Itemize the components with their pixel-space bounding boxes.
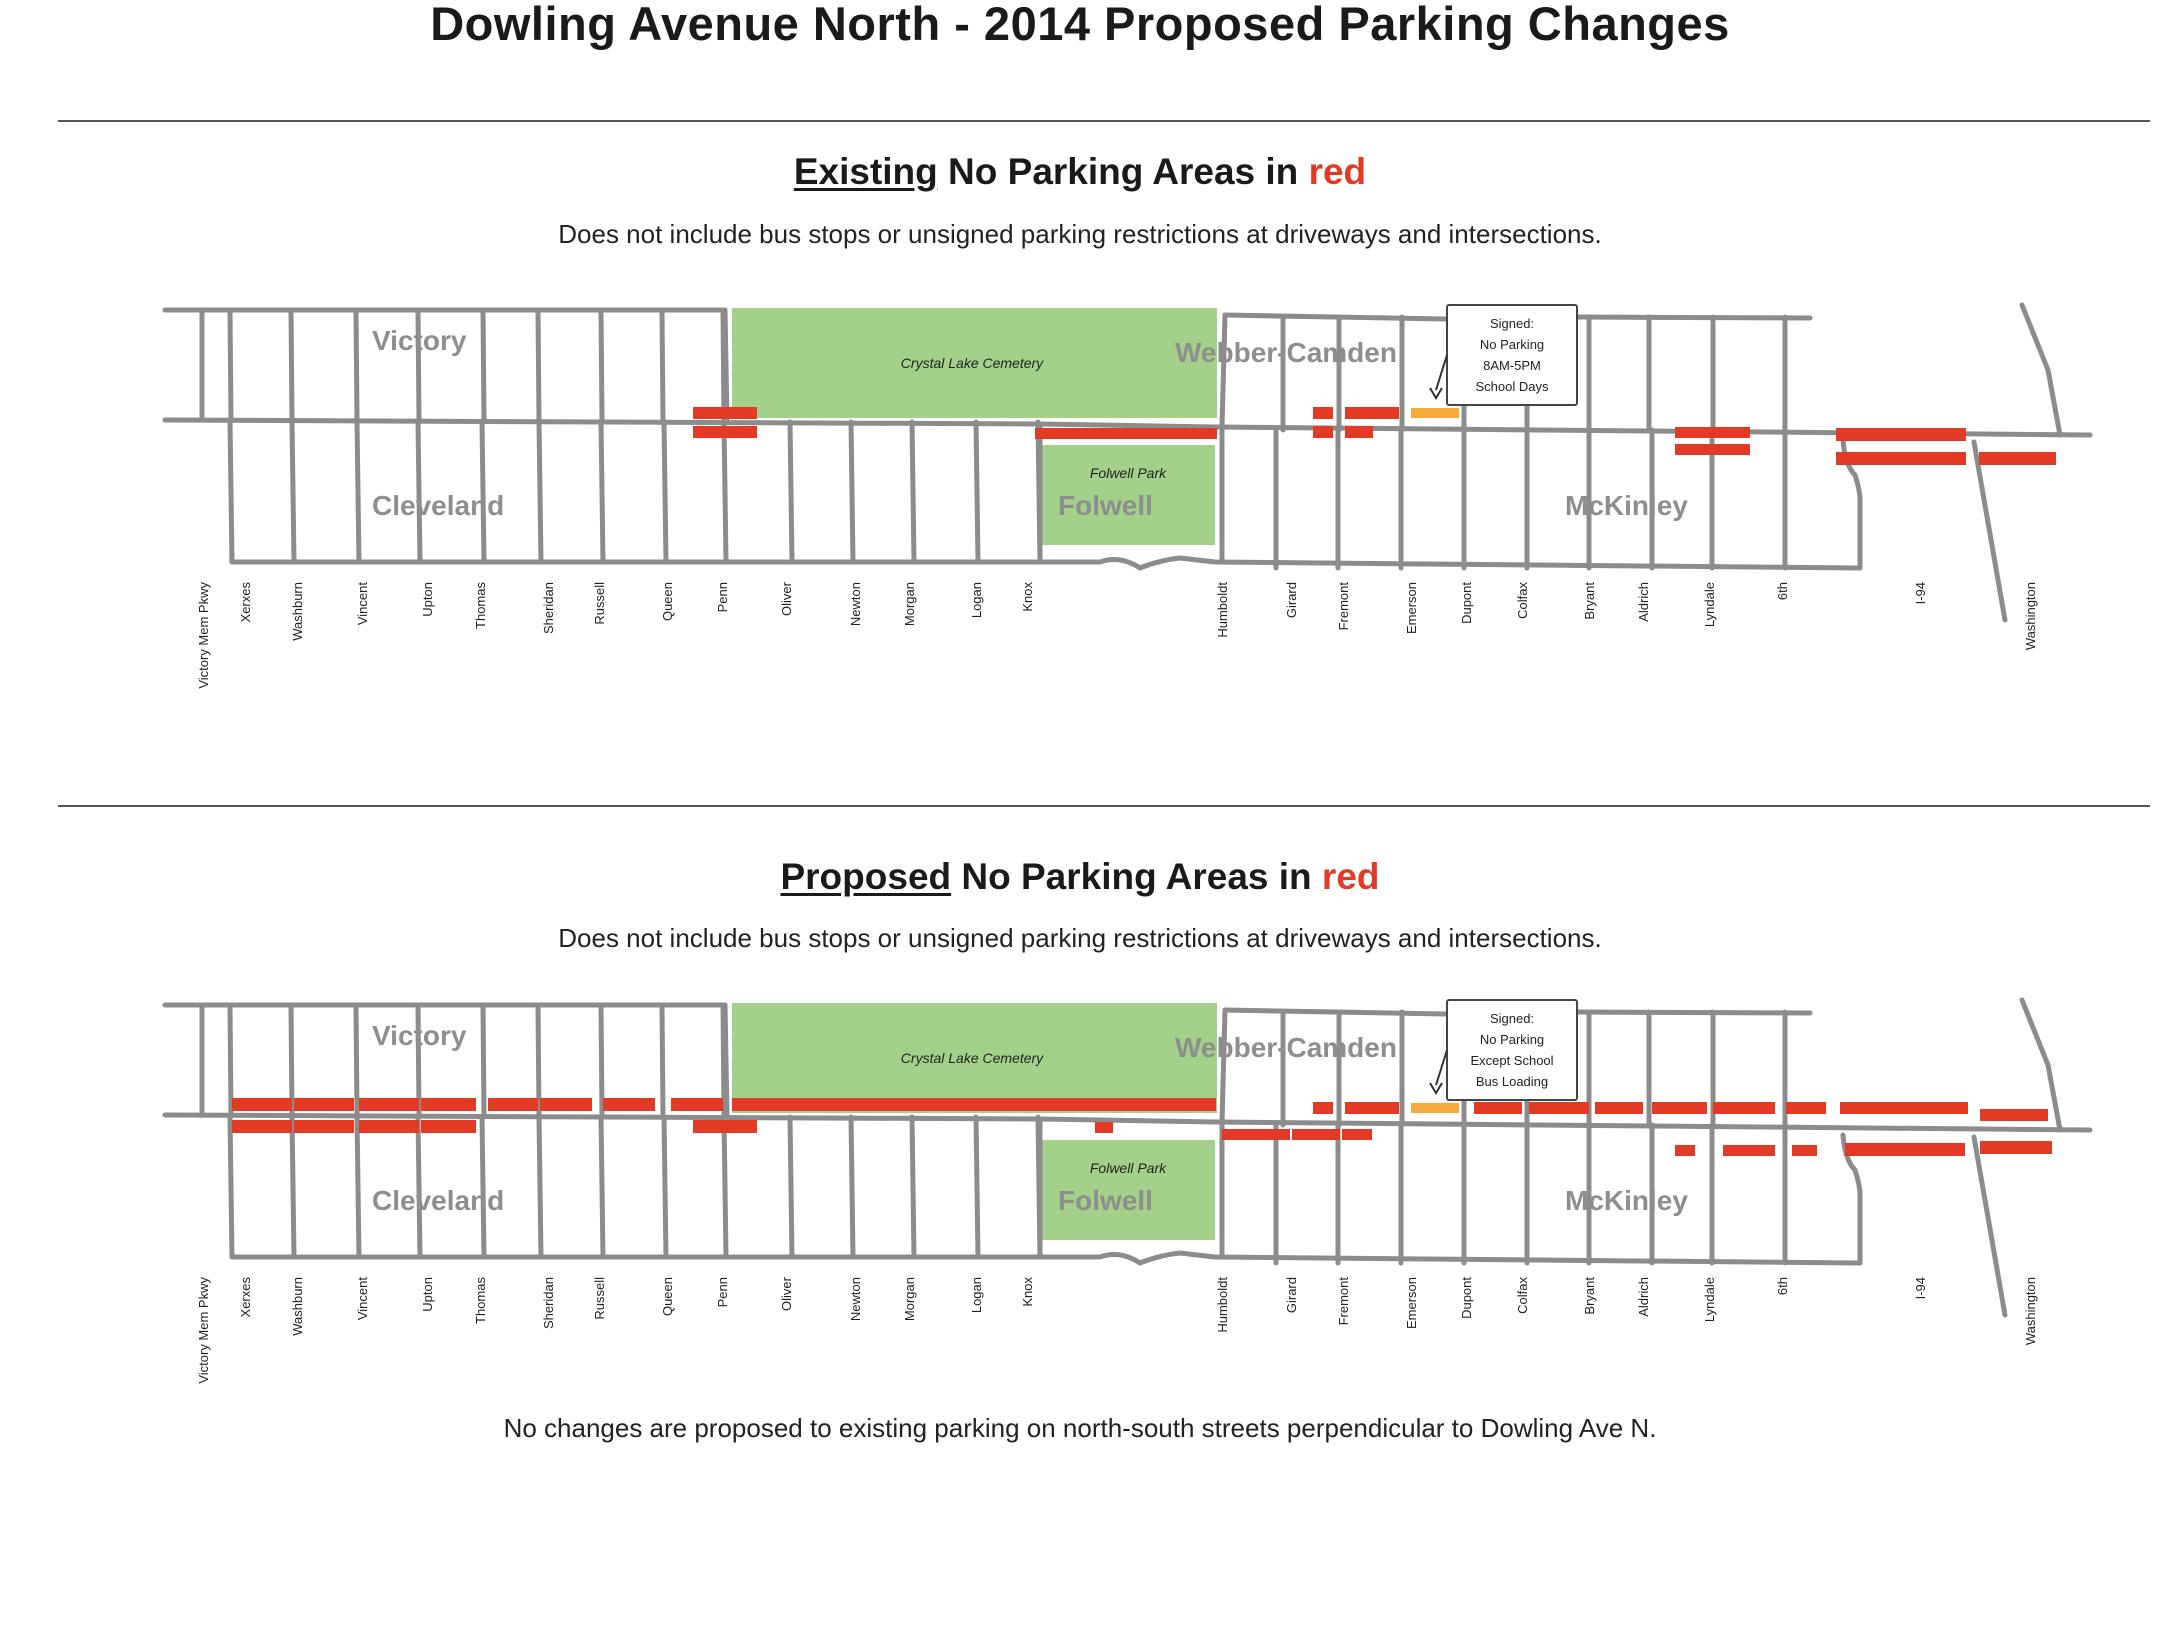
no-parking-segment-5 — [1313, 426, 1333, 438]
no-parking-segment-24 — [1713, 1102, 1775, 1114]
street-south-11 — [912, 1117, 914, 1257]
street-label-17: Fremont — [1336, 582, 1351, 631]
street-south-9 — [790, 422, 792, 562]
street-label-17: Fremont — [1336, 1277, 1351, 1326]
callout-line-0: Signed: — [1489, 316, 1535, 331]
school-signed-segment — [1411, 408, 1459, 418]
street-south-7 — [664, 1117, 666, 1257]
proposed-title-red: red — [1321, 856, 1380, 897]
no-parking-segment-20 — [1474, 1102, 1522, 1114]
existing-title-underlined: Existing — [793, 151, 938, 192]
no-parking-segment-22 — [1595, 1102, 1643, 1114]
south-road-east — [1040, 1253, 1860, 1263]
no-parking-segment-4 — [488, 1098, 538, 1111]
street-label-7: Russell — [592, 582, 607, 625]
no-parking-segment-5 — [540, 1098, 592, 1111]
street-label-15: Humboldt — [1215, 582, 1230, 638]
no-parking-segment-17 — [1342, 1129, 1372, 1140]
street-label-5: Thomas — [473, 1277, 488, 1324]
no-parking-segment-10 — [294, 1120, 354, 1133]
neighborhood-folwell: Folwell — [1058, 1185, 1153, 1216]
existing-title-red: red — [1308, 151, 1367, 192]
top-divider — [58, 120, 2150, 122]
street-label-10: Oliver — [779, 582, 794, 616]
street-label-3: Vincent — [355, 582, 370, 626]
street-label-10: Oliver — [779, 1277, 794, 1311]
street-north-3 — [356, 310, 357, 420]
street-label-22: Aldrich — [1636, 582, 1651, 622]
callout-line-1: No Parking — [1479, 337, 1545, 352]
street-penn-north — [725, 310, 727, 420]
street-south-1 — [292, 422, 294, 562]
street-label-23: Lyndale — [1702, 1277, 1717, 1323]
street-label-2: Washburn — [290, 582, 305, 641]
street-label-25: I-94 — [1913, 1277, 1928, 1300]
street-north-8 — [662, 310, 663, 420]
street-label-7: Russell — [592, 1277, 607, 1320]
folwell-park-label: Folwell Park — [1089, 465, 1167, 481]
street-north-2 — [291, 310, 292, 420]
street-south-9 — [790, 1117, 792, 1257]
no-parking-segment-3 — [421, 1098, 476, 1111]
street-south-5 — [539, 422, 541, 562]
street-label-21: Bryant — [1582, 582, 1597, 620]
street-label-14: Knox — [1020, 1277, 1035, 1307]
highway-north — [2022, 305, 2060, 435]
no-parking-segment-0 — [693, 407, 757, 419]
no-parking-segment-21 — [1529, 1102, 1589, 1114]
street-label-1: Xerxes — [238, 1277, 253, 1318]
south-road-east — [1040, 558, 1860, 568]
street-south-2 — [357, 1117, 359, 1257]
street-penn-north — [725, 1005, 727, 1115]
street-label-9: Penn — [715, 582, 730, 613]
no-parking-segment-18 — [1313, 1102, 1333, 1114]
street-label-26: Washington — [2023, 1277, 2038, 1346]
footer-note: No changes are proposed to existing parking on north-south streets perpendicular to Dowling Ave N. — [503, 1413, 1657, 1443]
no-parking-segment-6 — [1345, 426, 1373, 438]
street-label-4: Upton — [420, 1277, 435, 1312]
existing-note: Does not include bus stops or unsigned parking restrictions at driveways and intersections. — [558, 219, 1602, 249]
street-north-1 — [230, 310, 231, 420]
street-south-1 — [292, 1117, 294, 1257]
no-parking-segment-31 — [1980, 1109, 2048, 1121]
callout-line-0: Signed: — [1489, 1011, 1535, 1026]
street-humboldt-north — [1222, 1010, 1225, 1122]
callout-line-1: No Parking — [1479, 1032, 1545, 1047]
street-label-21: Bryant — [1582, 1277, 1597, 1315]
no-parking-segment-28 — [1723, 1145, 1775, 1156]
street-south-10 — [851, 1117, 853, 1257]
street-north-6 — [538, 310, 539, 420]
highway-south — [1974, 442, 2005, 620]
no-parking-segment-2 — [359, 1098, 419, 1111]
proposed-section-title — [0, 855, 2160, 899]
callout-pointer — [1436, 355, 1447, 390]
neighborhood-mckinley: McKinley — [1565, 490, 1688, 521]
street-label-25: I-94 — [1913, 582, 1928, 605]
proposed-note: Does not include bus stops or unsigned parking restrictions at driveways and intersections. — [558, 923, 1602, 953]
street-label-6: Sheridan — [541, 582, 556, 635]
street-label-11: Newton — [848, 582, 863, 627]
callout-line-3: School Days — [1475, 379, 1549, 394]
street-label-19: Dupont — [1459, 582, 1474, 624]
no-parking-segment-30 — [1845, 1143, 1965, 1156]
neighborhood-victory: Victory — [372, 1020, 467, 1051]
proposed-parking-map — [0, 985, 2160, 1415]
street-south-12 — [976, 1117, 978, 1257]
street-south-11 — [912, 422, 914, 562]
no-parking-segment-9 — [1836, 428, 1966, 441]
no-parking-segment-32 — [1980, 1141, 2052, 1154]
no-parking-segment-26 — [1840, 1102, 1968, 1114]
street-north-6 — [538, 1005, 539, 1115]
street-label-0: Victory Mem Pkwy — [196, 1277, 211, 1384]
no-parking-segment-25 — [1786, 1102, 1826, 1114]
street-north-7 — [601, 310, 602, 420]
street-label-16: Girard — [1284, 1277, 1299, 1314]
street-label-5: Thomas — [473, 582, 488, 629]
no-parking-segment-15 — [1222, 1129, 1290, 1140]
street-south-0 — [230, 1117, 232, 1257]
middle-divider — [58, 805, 2150, 807]
street-label-18: Emerson — [1404, 1277, 1419, 1330]
street-label-8: Queen — [660, 582, 675, 622]
street-label-14: Knox — [1020, 582, 1035, 612]
no-parking-segment-3 — [1313, 407, 1333, 419]
no-parking-segment-16 — [1292, 1129, 1340, 1140]
cemetery-label: Crystal Lake Cemetery — [900, 355, 1044, 371]
neighborhood-mckinley: McKinley — [1565, 1185, 1688, 1216]
street-label-9: Penn — [715, 1277, 730, 1308]
street-label-12: Morgan — [902, 582, 917, 627]
street-label-2: Washburn — [290, 1277, 305, 1336]
no-parking-segment-8 — [1675, 444, 1750, 455]
school-signed-segment — [1411, 1103, 1459, 1113]
callout-line-2: Except School — [1470, 1053, 1554, 1068]
no-parking-segment-13 — [693, 1120, 757, 1133]
no-parking-segment-6 — [603, 1098, 655, 1111]
street-south-8 — [724, 422, 726, 562]
proposed-title-rest: No Parking Areas in — [951, 856, 1322, 897]
callout-line-3: Bus Loading — [1475, 1074, 1549, 1089]
callout-pointer — [1436, 1050, 1447, 1085]
no-parking-segment-7 — [671, 1098, 723, 1111]
street-label-22: Aldrich — [1636, 1277, 1651, 1317]
street-south-0 — [230, 422, 232, 562]
street-south-6 — [601, 422, 603, 562]
street-label-0: Victory Mem Pkwy — [196, 582, 211, 689]
no-parking-segment-2 — [1035, 428, 1217, 439]
street-label-24: 6th — [1775, 582, 1790, 601]
no-parking-segment-0 — [232, 1098, 292, 1111]
page-title: Dowling Avenue North - 2014 Proposed Parking Changes — [430, 0, 1730, 50]
street-south-7 — [664, 422, 666, 562]
folwell-park-label: Folwell Park — [1089, 1160, 1167, 1176]
street-label-20: Colfax — [1515, 1277, 1530, 1314]
no-parking-segment-14 — [1095, 1122, 1113, 1133]
neighborhood-cleveland: Cleveland — [372, 1185, 505, 1216]
street-label-18: Emerson — [1404, 582, 1419, 635]
street-north-1 — [230, 1005, 231, 1115]
no-parking-segment-29 — [1792, 1145, 1817, 1156]
no-parking-segment-7 — [1675, 427, 1750, 438]
existing-section-title — [0, 150, 2160, 194]
proposed-title-underlined: Proposed — [780, 856, 952, 897]
neighborhood-webber-camden: Webber-Camden — [1175, 337, 1397, 368]
street-south-10 — [851, 422, 853, 562]
cemetery-label: Crystal Lake Cemetery — [900, 1050, 1044, 1066]
neighborhood-folwell: Folwell — [1058, 490, 1153, 521]
no-parking-segment-11 — [359, 1120, 419, 1133]
no-parking-segment-19 — [1345, 1102, 1399, 1114]
no-parking-segment-12 — [421, 1120, 476, 1133]
street-label-11: Newton — [848, 1277, 863, 1322]
street-label-3: Vincent — [355, 1277, 370, 1321]
street-label-13: Logan — [969, 582, 984, 619]
street-label-12: Morgan — [902, 1277, 917, 1322]
street-label-15: Humboldt — [1215, 1277, 1230, 1333]
no-parking-segment-9 — [232, 1120, 292, 1133]
highway-south — [1974, 1137, 2005, 1315]
street-label-23: Lyndale — [1702, 582, 1717, 628]
no-parking-segment-8 — [732, 1098, 1216, 1111]
existing-title-rest: No Parking Areas in — [937, 151, 1309, 192]
street-north-8 — [662, 1005, 663, 1115]
street-label-4: Upton — [420, 582, 435, 617]
no-parking-segment-27 — [1675, 1145, 1695, 1156]
street-label-6: Sheridan — [541, 1277, 556, 1330]
street-label-24: 6th — [1775, 1277, 1790, 1296]
street-north-5 — [483, 310, 484, 420]
street-north-5 — [483, 1005, 484, 1115]
street-south-5 — [539, 1117, 541, 1257]
no-parking-segment-23 — [1652, 1102, 1707, 1114]
street-label-16: Girard — [1284, 582, 1299, 619]
street-label-1: Xerxes — [238, 582, 253, 623]
street-label-8: Queen — [660, 1277, 675, 1317]
neighborhood-victory: Victory — [372, 325, 467, 356]
street-label-13: Logan — [969, 1277, 984, 1314]
street-north-7 — [601, 1005, 602, 1115]
street-label-26: Washington — [2023, 582, 2038, 651]
street-south-2 — [357, 422, 359, 562]
no-parking-segment-11 — [1979, 452, 2056, 465]
no-parking-segment-1 — [693, 426, 757, 438]
street-label-20: Colfax — [1515, 582, 1530, 619]
street-south-8 — [724, 1117, 726, 1257]
neighborhood-cleveland: Cleveland — [372, 490, 505, 521]
street-humboldt-north — [1222, 315, 1225, 427]
street-south-12 — [976, 422, 978, 562]
street-label-19: Dupont — [1459, 1277, 1474, 1319]
neighborhood-webber-camden: Webber-Camden — [1175, 1032, 1397, 1063]
no-parking-segment-10 — [1836, 452, 1966, 465]
street-south-6 — [601, 1117, 603, 1257]
no-parking-segment-1 — [294, 1098, 354, 1111]
street-north-3 — [356, 1005, 357, 1115]
no-parking-segment-4 — [1345, 407, 1399, 419]
existing-parking-map — [0, 290, 2160, 720]
callout-line-2: 8AM-5PM — [1483, 358, 1541, 373]
